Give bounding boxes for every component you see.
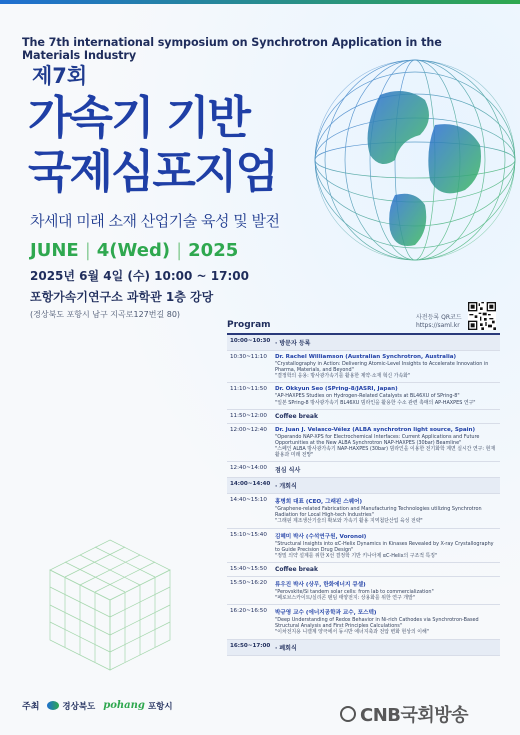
speaker-name: Dr. Rachel Williamson (Australian Synchrotron, Australia) [275, 354, 457, 360]
program-time: 15:50~16:20 [230, 579, 267, 586]
program-row [227, 424, 500, 463]
event-datetime: 2025년 6월 4일 (수) 10:00 ~ 17:00 [30, 269, 249, 283]
program-row [227, 640, 500, 656]
talk-title: "Operando NAP-XPS for Electrochemical Interfaces: Current Applications and Future Opportunities at the New ALBA Synchrotron NAP-HAXPES (30bar) Beamline" [275, 433, 480, 446]
event-month: JUNE [30, 240, 79, 261]
talk-title-korean: "페로브스카이트/실리콘 텐덤 태양전지: 상용화를 위한 연구 개발" [275, 595, 415, 601]
talk-title: "Crystallography in Action: Delivering Atomic-Level Insights to Accelerate Innovation in Pharma, Materials, and Beyond" [275, 361, 489, 374]
session-label: 점심 식사 [275, 467, 301, 475]
program-content [271, 383, 500, 408]
program-time: 10:00~10:30 [230, 338, 271, 344]
program-row [227, 529, 500, 563]
session-label: Coffee break [275, 412, 318, 420]
gyeongbuk-emblem-icon [47, 701, 59, 710]
session-label: · 개회식 [275, 483, 297, 491]
program-content [271, 335, 500, 350]
talk-title-korean: "결정학의 응용: 방사광가속기를 활용한 제약·소재 혁신 가속화" [275, 373, 411, 380]
speaker-name: Dr. Juan J. Velasco-Vélez (ALBA synchrotron light source, Spain) [275, 426, 476, 433]
program-row [227, 410, 500, 424]
date-separator: | [84, 240, 91, 261]
talk-title: "Structural Insights into αC-Helix Dynamics in Kinases Revealed by X-ray Crystallography to Guide Precision Drug Design" [275, 540, 494, 553]
talk-title: "Perovskite/Si tandem solar cells: from lab to commercialization" [275, 588, 434, 595]
date-separator: | [176, 240, 183, 261]
program-time: 11:10~11:50 [230, 386, 267, 393]
korean-subtitle: 차세대 미래 소재 산업기술 육성 및 발전 [30, 212, 280, 230]
english-subtitle: The 7th international symposium on Synchrotron Application in the Materials Industry [22, 36, 442, 62]
program-schedule [227, 320, 500, 656]
talk-title: "AP-HAXPES Studies on Hydrogen-Related Catalysts at BL46XU of SPring-8" [275, 393, 460, 400]
talk-title-korean: "일본 SPring-8 방사광가속기 BL46XU 빔라인을 활용한 수소 관련 촉매의 AP-HAXPES 연구" [275, 399, 476, 406]
program-content [271, 478, 500, 493]
pohang-logo [103, 700, 172, 712]
program-content [271, 529, 500, 562]
program-row [227, 577, 500, 605]
registration-url[interactable]: https://saml.kr [416, 321, 460, 329]
program-row [227, 351, 500, 383]
program-content [271, 640, 500, 655]
program-content [271, 462, 500, 477]
globe-illustration [285, 55, 520, 290]
program-row [227, 335, 500, 351]
title-line-1: 가속기 기반 [28, 91, 250, 144]
watermark-text: CNB국회방송 [360, 705, 469, 726]
talk-title-korean: "이차전지용 니켈계 양극에서 동시반 에너지축과 전압 변화 현상의 이해" [275, 629, 429, 636]
event-venue: 포항가속기연구소 과학관 1층 강당 [30, 290, 214, 304]
speaker-name: 박규영 교수 (에너지공학과 교수, 포스텍) [275, 610, 377, 617]
program-time: 12:00~12:40 [230, 426, 267, 433]
session-label: Coffee break [275, 565, 318, 573]
program-content [271, 577, 500, 604]
program-row [227, 563, 500, 577]
program-time: 16:50~17:00 [230, 642, 271, 649]
session-label: · 폐회식 [275, 644, 297, 652]
top-accent-bar [0, 0, 520, 4]
program-time: 15:10~15:40 [230, 531, 267, 538]
talk-title: "Deep Understanding of Redox Behavior in Ni-rich Cathodes via Synchrotron-Based Structural Analysis and First Principles Calculations" [275, 617, 479, 630]
program-time: 10:30~11:10 [230, 354, 267, 360]
program-time: 11:50~12:00 [230, 412, 267, 419]
program-content [271, 494, 500, 527]
event-day: 4(Wed) [96, 240, 171, 261]
speaker-name: 류우진 박사 (상무, 한화에너지 큐셀) [275, 581, 366, 588]
event-address: (경상북도 포항시 남구 지곡로127번길 80) [30, 310, 181, 319]
program-row [227, 494, 500, 528]
broadcaster-watermark [340, 701, 468, 727]
program-title: Program [227, 320, 271, 330]
gyeongbuk-name: 경상북도 [62, 701, 96, 712]
program-time: 14:00~14:40 [230, 481, 271, 488]
talk-title-korean: "정밀 의약 설계를 위한 X선 결정학 기반 키나아제 αC-Helix의 구조적 특징" [275, 552, 438, 559]
speaker-name: 김혜미 박사 (수석연구원, Voronoi) [275, 533, 367, 540]
pohang-name: 포항시 [147, 701, 173, 712]
program-time: 15:40~15:50 [230, 565, 267, 572]
program-row [227, 478, 500, 494]
session-label: · 방문자 등록 [275, 340, 311, 347]
program-time: 12:40~14:00 [230, 465, 267, 472]
program-content [271, 410, 500, 423]
qr-caption: 사전등록 QR코드 [416, 314, 462, 321]
host-label: 주최 [22, 702, 40, 712]
program-content [271, 424, 500, 462]
gyeongbuk-logo [47, 700, 95, 712]
broadcaster-logo-icon [340, 706, 356, 722]
speaker-name: 홍병희 대표 (CEO, 그래핀 스퀘어) [275, 499, 363, 506]
program-row [227, 605, 500, 639]
program-content [271, 563, 500, 576]
talk-title-korean: "스페인 ALBA 방사광가속기 NAP-HAXPES (30bar) 빔라인을 이용한 전기화학 계면 실시간 연구: 현재 활용과 미래 전망" [275, 445, 496, 458]
program-time: 16:20~16:50 [230, 608, 267, 615]
event-year: 2025 [188, 240, 239, 261]
program-content [271, 605, 500, 638]
footer-hosts [22, 699, 173, 712]
talk-title: "Graphene-related Fabrication and Manufacturing Technologies utilizing Synchrotron Radiation for Local High-tech Industries" [275, 506, 482, 519]
program-time: 14:40~15:10 [230, 497, 267, 504]
edition-label: 제7회 [32, 64, 88, 88]
program-row [227, 462, 500, 478]
pohang-logo-wordmark: pohang [103, 700, 145, 711]
talk-title-korean: "그래핀 제조생산기술의 확보와 가속기 활용 지역첨단산업 육성 전략" [275, 518, 423, 525]
event-date [30, 240, 238, 261]
program-rows [227, 335, 500, 656]
program-row [227, 383, 500, 409]
program-content [271, 351, 500, 382]
speaker-name: Dr. Okkyun Seo (SPring-8/JASRI, Japan) [275, 386, 398, 393]
cube-illustration [40, 530, 180, 680]
title-line-2: 국제심포지엄 [28, 145, 277, 198]
